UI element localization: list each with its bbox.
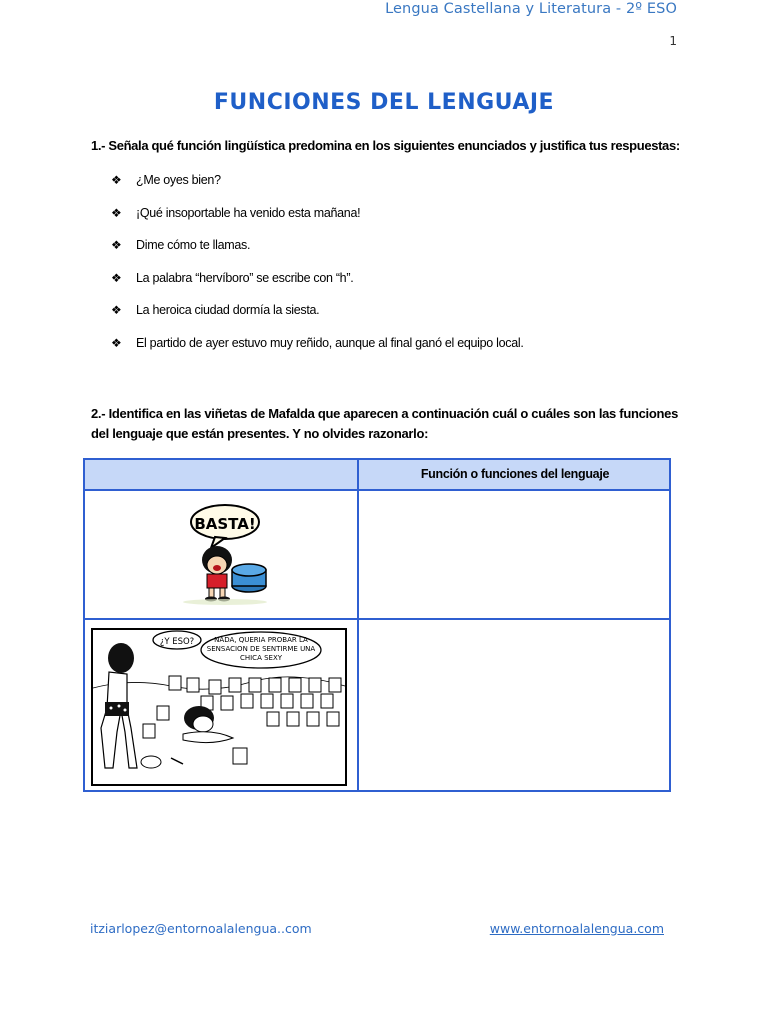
list-item (111, 302, 524, 335)
question-2-prompt: 2.- Identifica en las viñetas de Mafalda que aparecen a continuación cuál o cuáles son las funciones del lenguaje que están presentes. Y no olvides razonarlo: (91, 406, 678, 441)
page-number: 1 (669, 34, 677, 48)
diamond-bullet-icon: ❖ (111, 238, 122, 252)
table-header-functions: Función o funciones del lenguaje (420, 467, 610, 481)
comic2-speech-line-3: CHICA SEXY (239, 654, 283, 662)
question-1-prompt: 1.- Señala qué función lingüística predomina en los siguientes enunciados y justifica tus respuestas: (91, 138, 680, 153)
footer-email[interactable]: itziarlopez@entornoalalengua..com (90, 921, 312, 936)
comic1-speech: BASTA! (194, 515, 256, 533)
mafalda-basta-comic (145, 502, 297, 608)
list-item (111, 172, 524, 205)
diamond-bullet-icon: ❖ (111, 303, 122, 317)
list-item (111, 335, 524, 368)
diamond-bullet-icon: ❖ (111, 173, 122, 187)
question-1-list (111, 172, 524, 367)
page-title: FUNCIONES DEL LENGUAJE (213, 90, 555, 115)
diamond-bullet-icon: ❖ (111, 270, 122, 285)
list-item-text: La palabra “hervíboro” se escribe con “h”. (136, 270, 354, 285)
table-row-divider (85, 618, 669, 620)
list-item (111, 205, 524, 238)
diamond-bullet-icon: ❖ (111, 335, 122, 350)
list-item-text: Dime cómo te llamas. (136, 238, 251, 252)
list-item-text: El partido de ayer estuvo muy reñido, aunque al final ganó el equipo local. (136, 335, 524, 350)
comic2-speech-line-1: NADA, QUERIA PROBAR LA (214, 636, 308, 644)
comic2-speech-left: ¿Y ESO? (159, 637, 195, 647)
table-column-divider (357, 460, 359, 790)
answer-table (83, 458, 671, 792)
header-subject: Lengua Castellana y Literatura - 2º ESO (385, 1, 677, 17)
comic2-speech-line-2: SENSACION DE SENTIRME UNA (206, 645, 316, 653)
list-item-text: ¡Qué insoportable ha venido esta mañana! (136, 205, 361, 220)
mafalda-beach-comic (91, 628, 347, 786)
list-item (111, 270, 524, 303)
footer-website-link[interactable]: www.entornoalalengua.com (489, 921, 664, 936)
list-item-text: ¿Me oyes bien? (136, 173, 221, 187)
list-item (111, 237, 524, 270)
diamond-bullet-icon: ❖ (111, 205, 122, 220)
list-item-text: La heroica ciudad dormía la siesta. (136, 303, 320, 317)
